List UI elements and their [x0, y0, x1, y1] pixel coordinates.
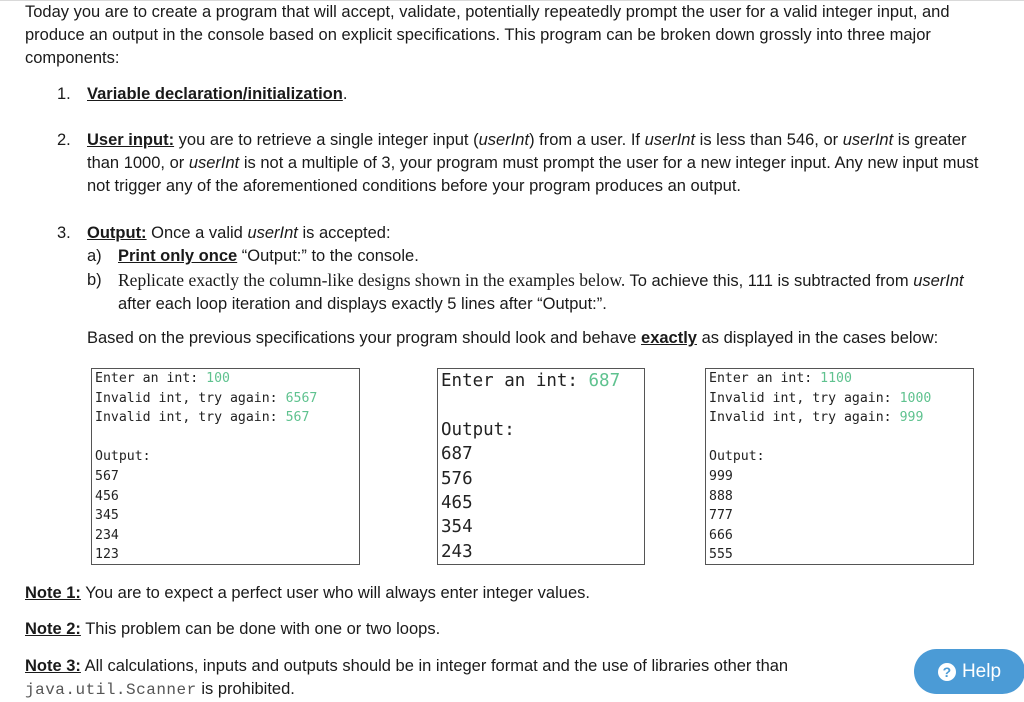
console-line: [709, 389, 973, 409]
console-example-2: [437, 368, 645, 565]
console-prompt: 465: [441, 493, 473, 514]
console-prompt: 666: [709, 527, 733, 543]
console-line: [95, 545, 359, 565]
console-prompt: Output:: [95, 449, 151, 465]
item-2-text: User input: you are to retrieve a single integer input (userInt) from a user. If userInt is less than 546, or userInt is greater than 1000, or userInt is not a multiple of 3, your program must prompt the user for a new integer input. Any new input must not trigger any of the aforementioned conditions before your program produces an output.: [87, 131, 979, 195]
console-line: [95, 487, 359, 507]
item-2-heading: User input:: [87, 131, 175, 149]
item-3-heading: Output:: [87, 224, 147, 242]
sub-b-letter: b): [87, 271, 102, 289]
console-line: [709, 467, 973, 487]
console-line: [95, 506, 359, 526]
console-line: [441, 442, 644, 466]
console-input-value: 100: [206, 371, 230, 386]
item-1-heading: Variable declaration/initialization: [87, 85, 343, 103]
console-line: [709, 447, 973, 467]
console-prompt: 234: [95, 527, 119, 543]
console-prompt: 999: [709, 468, 733, 484]
help-label: Help: [961, 660, 1002, 682]
console-prompt: 777: [709, 508, 733, 524]
console-line: [95, 526, 359, 546]
console-prompt: Invalid int, try again:: [95, 410, 286, 426]
console-line: [95, 389, 359, 409]
note-2: Note 2: This problem can be done with one or two loops.: [25, 620, 441, 638]
console-line: [441, 369, 644, 393]
console-prompt: 243: [441, 541, 473, 562]
console-prompt: 888: [709, 488, 733, 504]
console-input-value: 687: [588, 371, 621, 391]
question-circle-icon: ?: [938, 663, 956, 681]
intro-paragraph: Today you are to create a program that will accept, validate, potentially repeatedly prompt the user for a valid integer input, and produce an output in the console based on explicit specifications. This program can be broken down grossly into three major components:: [25, 3, 950, 67]
sub-a-letter: a): [87, 247, 102, 265]
console-line: [95, 467, 359, 487]
console-line: [709, 506, 973, 526]
console-input-value: 567: [285, 410, 310, 426]
console-line: [709, 369, 973, 389]
console-prompt: 567: [95, 468, 119, 484]
console-prompt: Enter an int:: [709, 371, 821, 386]
console-line: [441, 418, 644, 442]
sub-a-text: Print only once “Output:” to the console.: [118, 247, 419, 265]
console-prompt: 576: [441, 468, 473, 489]
console-prompt: Enter an int:: [441, 371, 589, 391]
item-3-number: 3.: [57, 224, 71, 242]
console-input-value: 1100: [820, 371, 852, 386]
console-line: [441, 393, 644, 417]
console-prompt: 354: [441, 517, 473, 538]
console-line: [709, 545, 973, 565]
console-line: [95, 408, 359, 428]
console-prompt: Invalid int, try again:: [709, 410, 900, 426]
console-input-value: 6567: [285, 390, 318, 406]
console-prompt: Invalid int, try again:: [95, 390, 286, 406]
help-button[interactable]: [914, 649, 1024, 694]
console-line: [95, 428, 359, 448]
console-prompt: 456: [95, 488, 119, 504]
item-3-text: Output: Once a valid userInt is accepted:: [87, 224, 391, 242]
console-prompt: Output:: [709, 449, 765, 465]
scanner-code: java.util.Scanner: [25, 681, 197, 699]
console-prompt: 345: [95, 508, 119, 524]
note-1: Note 1: You are to expect a perfect user who will always enter integer values.: [25, 584, 590, 602]
console-prompt: 123: [95, 547, 119, 563]
item-1-number: 1.: [57, 85, 71, 103]
sub-b-text: Replicate exactly the column-like designs shown in the examples below. To achieve this, 111 is subtracted from userInt after each loop iteration and displays exactly 5 lines after “Output:”.: [118, 270, 964, 313]
console-line: [95, 369, 359, 389]
console-input-value: 999: [899, 410, 924, 426]
cases-intro: Based on the previous specifications your program should look and behave exactly as displayed in the cases below:: [87, 329, 939, 347]
console-line: [709, 526, 973, 546]
item-1-text: Variable declaration/initialization.: [87, 85, 348, 103]
console-prompt: 687: [441, 444, 473, 465]
console-prompt: Enter an int:: [95, 371, 207, 386]
console-line: [709, 487, 973, 507]
console-prompt: Output:: [441, 419, 515, 440]
console-example-1: [91, 368, 360, 565]
console-line: [441, 491, 644, 515]
console-line: [441, 515, 644, 539]
console-input-value: 1000: [899, 390, 932, 406]
console-line: [441, 467, 644, 491]
console-example-3: [705, 368, 974, 565]
console-prompt: Invalid int, try again:: [709, 390, 900, 406]
console-line: [709, 428, 973, 448]
console-line: [441, 540, 644, 564]
item-2-number: 2.: [57, 131, 71, 149]
console-prompt: 555: [709, 547, 733, 563]
console-line: [95, 447, 359, 467]
note-3: Note 3: All calculations, inputs and outputs should be in integer format and the use of libraries other than java.util.Scanner is prohibited.: [25, 657, 789, 699]
console-line: [709, 408, 973, 428]
